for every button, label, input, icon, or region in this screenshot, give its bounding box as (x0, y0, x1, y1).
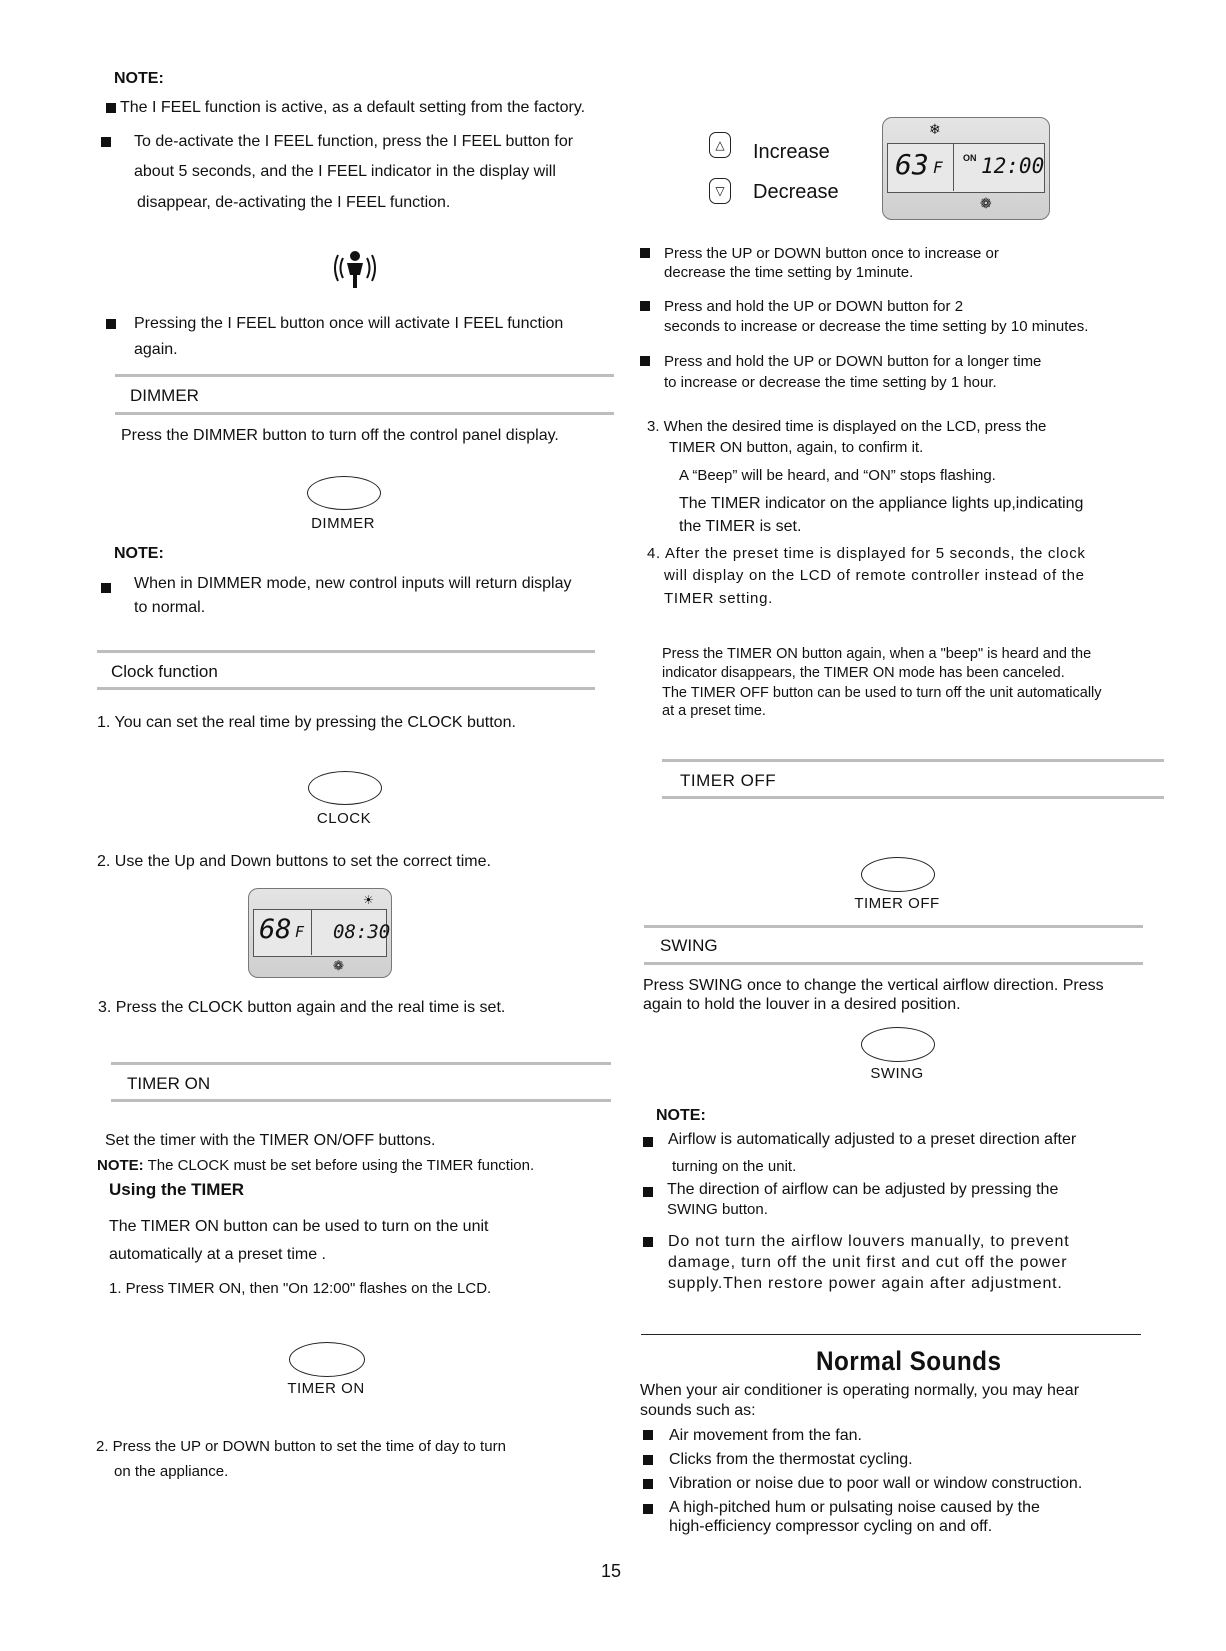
bullet-icon (643, 1504, 653, 1514)
normal-sounds-heading: Normal Sounds (816, 1346, 1002, 1376)
section-divider (111, 1099, 611, 1102)
bullet-icon (101, 137, 111, 147)
sound-item-3: Vibration or noise due to poor wall or window construction. (669, 1475, 1083, 1492)
timer-off-desc-line2: at a preset time. (662, 703, 766, 719)
timer-step2-line1: 2. Press the UP or DOWN button to set the time of day to turn (96, 1438, 506, 1455)
bullet-icon (101, 583, 111, 593)
timer-step1: 1. Press TIMER ON, then "On 12:00" flashes on the LCD. (109, 1280, 492, 1297)
section-divider (97, 687, 595, 690)
timer-on-button[interactable] (289, 1342, 365, 1377)
up-down-long-line2: to increase or decrease the time setting by 1 hour. (664, 374, 997, 391)
timer-on-desc-line1: The TIMER ON button can be used to turn on the unit (109, 1218, 489, 1235)
ifeel-active-text: The I FEEL function is active, as a default setting from the factory. (120, 99, 586, 116)
clock-step3: 3. Press the CLOCK button again and the real time is set. (98, 999, 506, 1016)
dimmer-heading: DIMMER (130, 386, 199, 405)
up-down-long-line1: Press and hold the UP or DOWN button for a longer time (664, 353, 1042, 370)
section-divider (662, 759, 1164, 762)
dimmer-text: Press the DIMMER button to turn off the control panel display. (121, 427, 559, 444)
timer-off-button-label: TIMER OFF (854, 895, 940, 912)
dimmer-note-line1: When in DIMMER mode, new control inputs will return display (134, 575, 572, 592)
lcd-separator (311, 909, 312, 955)
bullet-icon (643, 1187, 653, 1197)
lcd-separator (953, 143, 954, 191)
bullet-icon (640, 301, 650, 311)
dimmer-note-line2: to normal. (134, 599, 206, 616)
sounds-intro-line1: When your air conditioner is operating normally, you may hear (640, 1382, 1080, 1399)
lcd-temperature: 63 (895, 148, 929, 181)
step3-line4: The TIMER indicator on the appliance lights up,indicating (679, 495, 1084, 512)
ifeel-deactivate-line3: disappear, de-activating the I FEEL function. (137, 194, 451, 211)
note-label: NOTE: (656, 1107, 706, 1124)
clock-button-label: CLOCK (316, 810, 372, 827)
up-down-hold-line2: seconds to increase or decrease the time setting by 10 minutes. (664, 318, 1089, 335)
dimmer-button[interactable] (307, 476, 381, 510)
up-down-once-line1: Press the UP or DOWN button once to increase or (664, 245, 999, 262)
ifeel-deactivate-line1: To de-activate the I FEEL function, press the I FEEL button for (134, 133, 574, 150)
step4-line3: TIMER setting. (664, 590, 773, 607)
decrease-label: Decrease (753, 181, 839, 203)
timer-on-heading: TIMER ON (127, 1074, 211, 1093)
up-down-hold-line1: Press and hold the UP or DOWN button for 2 (664, 298, 964, 315)
fan-icon: ❁ (980, 195, 992, 211)
lcd-on-indicator: ON (963, 153, 977, 163)
lcd-display-clock (248, 888, 392, 978)
timer-step2-line2: on the appliance. (114, 1463, 229, 1480)
ifeel-deactivate-line2: about 5 seconds, and the I FEEL indicator in the display will (134, 163, 556, 180)
step3-line5: the TIMER is set. (679, 518, 802, 535)
lcd-unit: F (933, 158, 943, 177)
up-down-once-line2: decrease the time setting by 1minute. (664, 264, 914, 281)
ifeel-press-line1: Pressing the I FEEL button once will activate I FEEL function (134, 315, 564, 332)
note-label: NOTE: (114, 545, 164, 562)
timer-note-text: The CLOCK must be set before using the TIMER function. (147, 1157, 535, 1174)
clock-step1: 1. You can set the real time by pressing the CLOCK button. (97, 714, 516, 731)
timer-off-button[interactable] (861, 857, 935, 892)
timer-off-heading: TIMER OFF (680, 771, 777, 790)
lcd-temperature: 68 (259, 914, 292, 945)
lcd-unit: F (295, 923, 305, 941)
swing-text-line2: again to hold the louver in a desired position. (643, 996, 961, 1013)
section-divider (644, 962, 1143, 965)
swing-note2-line1: The direction of airflow can be adjusted by pressing the (667, 1181, 1059, 1198)
swing-button[interactable] (861, 1027, 935, 1062)
section-divider (115, 374, 614, 377)
swing-note3-line2: damage, turn off the unit first and cut off the power (668, 1254, 1068, 1271)
page-number: 15 (601, 1561, 622, 1581)
timer-set-text: Set the timer with the TIMER ON/OFF buttons. (105, 1132, 436, 1149)
step4-line1: 4. After the preset time is displayed for 5 seconds, the clock (647, 545, 1086, 562)
using-timer-heading: Using the TIMER (109, 1180, 245, 1199)
timer-on-button-label: TIMER ON (287, 1380, 365, 1397)
step3-line2: TIMER ON button, again, to confirm it. (669, 439, 924, 456)
up-button[interactable]: △ (709, 132, 731, 158)
section-divider (662, 796, 1164, 799)
clock-button[interactable] (308, 771, 382, 805)
section-divider (97, 650, 595, 653)
timer-cancel-line1: Press the TIMER ON button again, when a "beep" is heard and the (662, 646, 1092, 662)
swing-button-label: SWING (870, 1065, 924, 1082)
bullet-icon (643, 1430, 653, 1440)
sound-item-1: Air movement from the fan. (669, 1427, 862, 1444)
bullet-icon (640, 356, 650, 366)
swing-text-line1: Press SWING once to change the vertical airflow direction. Press (643, 977, 1104, 994)
bullet-icon (640, 248, 650, 258)
timer-on-desc-line2: automatically at a preset time . (109, 1246, 326, 1263)
ifeel-person-icon (330, 248, 380, 290)
increase-label: Increase (753, 141, 830, 163)
step4-line2: will display on the LCD of remote controller instead of the (664, 567, 1085, 584)
bullet-icon (106, 103, 116, 113)
snowflake-icon: ❄ (929, 121, 941, 137)
timer-off-desc-line1: The TIMER OFF button can be used to turn off the unit automatically (662, 685, 1102, 701)
down-button[interactable]: ▽ (709, 178, 731, 204)
dimmer-button-label: DIMMER (311, 515, 375, 532)
ifeel-press-line2: again. (134, 341, 178, 358)
bullet-icon (106, 319, 116, 329)
sound-item-2: Clicks from the thermostat cycling. (669, 1451, 913, 1468)
bullet-icon (643, 1479, 653, 1489)
timer-note-label: NOTE: (97, 1157, 144, 1174)
fan-icon: ❁ (333, 958, 344, 973)
sound-item-4-line1: A high-pitched hum or pulsating noise caused by the (669, 1499, 1040, 1516)
clock-step2: 2. Use the Up and Down buttons to set the correct time. (97, 853, 491, 870)
note-label: NOTE: (114, 70, 164, 87)
lcd-time: 12:00 (981, 154, 1045, 178)
timer-note (97, 1156, 534, 1176)
swing-note1-line1: Airflow is automatically adjusted to a preset direction after (668, 1131, 1077, 1148)
sound-item-4-line2: high-efficiency compressor cycling on and off. (669, 1518, 993, 1535)
swing-note3-line3: supply.Then restore power again after adjustment. (668, 1275, 1063, 1292)
clock-heading: Clock function (111, 662, 218, 681)
bullet-icon (643, 1137, 653, 1147)
swing-note3-line1: Do not turn the airflow louvers manually, to prevent (668, 1233, 1070, 1250)
bullet-icon (643, 1455, 653, 1465)
section-divider (644, 925, 1143, 928)
step3-line1: 3. When the desired time is displayed on the LCD, press the (647, 418, 1047, 435)
timer-cancel-line2: indicator disappears, the TIMER ON mode has been canceled. (662, 665, 1065, 681)
bullet-icon (643, 1237, 653, 1247)
section-divider (115, 412, 614, 415)
step3-line3: A “Beep” will be heard, and “ON” stops flashing. (679, 467, 996, 484)
lcd-display-timer (882, 117, 1050, 220)
section-divider (641, 1334, 1141, 1335)
section-divider (111, 1062, 611, 1065)
swing-heading: SWING (660, 936, 718, 955)
swing-note1-line2: turning on the unit. (672, 1158, 797, 1175)
sun-icon: ☀ (363, 893, 374, 907)
swing-note2-line2: SWING button. (667, 1201, 768, 1218)
sounds-intro-line2: sounds such as: (640, 1402, 756, 1419)
lcd-time: 08:30 (333, 921, 391, 943)
